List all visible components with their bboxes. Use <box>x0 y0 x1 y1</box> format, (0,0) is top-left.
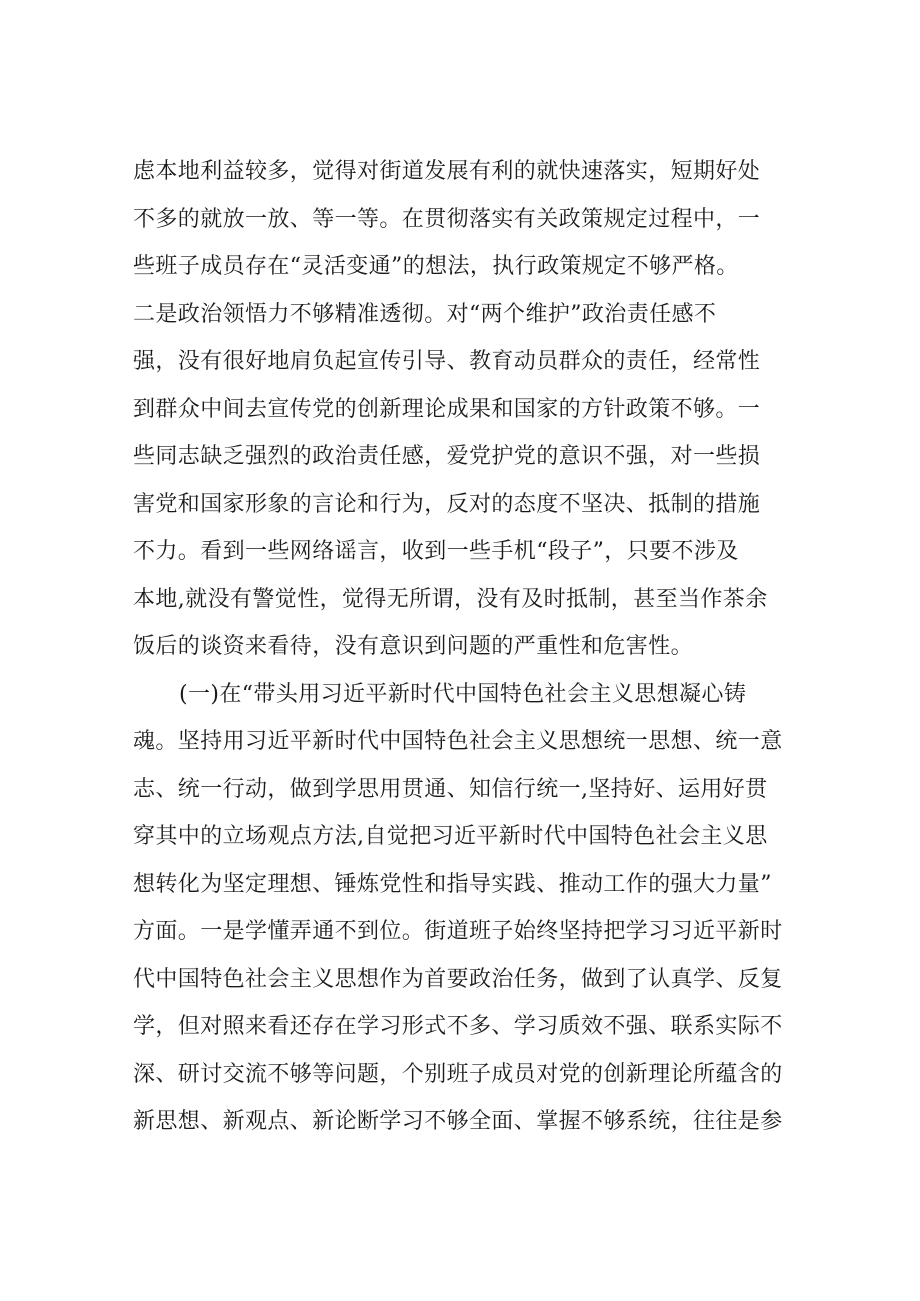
text-line: 魂。坚持用习近平新时代中国特色社会主义思想统一思想、统一意 <box>133 729 783 754</box>
body-text <box>133 152 803 1150</box>
text-line: 害党和国家形象的言论和行为，反对的态度不坚决、抵制的措施 <box>133 491 761 517</box>
text-line: 些班子成员存在“灵活变通”的想法，执行政策规定不够严格。 <box>133 254 739 279</box>
text-line: 穿其中的立场观点方法,自觉把习近平新时代中国特色社会主义思 <box>133 824 768 849</box>
text-line: 代中国特色社会主义思想作为首要政治任务，做到了认真学、反复 <box>133 966 783 992</box>
text-line: 些同志缺乏强烈的政治责任感，爱党护党的意识不强，对一些损 <box>133 444 761 469</box>
text-line: 学，但对照来看还存在学习形式不多、学习质效不强、联系实际不 <box>133 1014 783 1039</box>
text-line: 饭后的谈资来看待，没有意识到问题的严重性和危害性。 <box>133 634 694 659</box>
text-line: 二是政治领悟力不够精准透彻。对“两个维护”政治责任感不 <box>133 301 717 327</box>
text-line: 想转化为坚定理想、锤炼党性和指导实践、推动工作的强大力量” <box>133 871 772 897</box>
text-line: 到群众中间去宣传党的创新理论成果和国家的方针政策不够。一 <box>133 396 761 422</box>
paragraph-start-line: (一)在“带头用习近平新时代中国特色社会主义思想凝心铸 <box>179 681 747 707</box>
text-line: 强，没有很好地肩负起宣传引导、教育动员群众的责任，经常性 <box>133 349 761 374</box>
text-line: 新思想、新观点、新论断学习不够全面、掌握不够系统，往往是参 <box>133 1109 783 1134</box>
text-line: 不力。看到一些网络谣言，收到一些手机“段子”，只要不涉及 <box>133 539 739 564</box>
text-line: 深、研讨交流不够等问题，个别班子成员对党的创新理论所蕴含的 <box>133 1061 783 1087</box>
text-line: 本地,就没有警觉性，觉得无所谓，没有及时抵制，甚至当作茶余 <box>133 586 768 612</box>
text-line: 方面。一是学懂弄通不到位。街道班子始终坚持把学习习近平新时 <box>133 919 783 944</box>
text-line: 虑本地利益较多，觉得对街道发展有利的就快速落实，短期好处 <box>133 159 761 184</box>
text-line: 志、统一行动，做到学思用贯通、知信行统一,坚持好、运用好贯 <box>133 776 768 802</box>
text-line: 不多的就放一放、等一等。在贯彻落实有关政策规定过程中，一 <box>133 206 761 232</box>
